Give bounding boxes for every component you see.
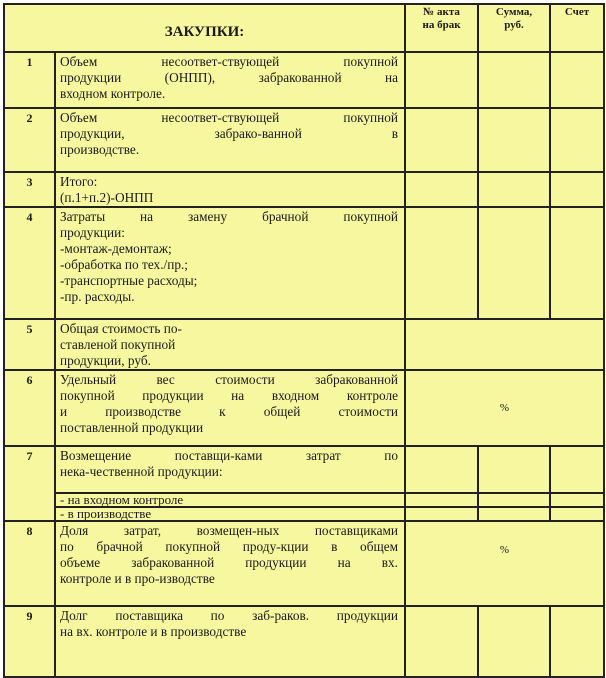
purchases-table	[3, 3, 605, 678]
row-number: 9	[4, 606, 55, 677]
desc-line: покупной продукции на входном контроле	[60, 388, 399, 403]
table-row	[4, 319, 604, 370]
row-description	[55, 172, 405, 207]
row-description	[55, 52, 405, 108]
cell-act[interactable]	[405, 493, 478, 507]
cell-account[interactable]	[550, 52, 604, 108]
desc-line: продукции (ОНПП), забракованной на	[60, 70, 399, 85]
table-row	[4, 108, 604, 172]
subrow-label-incoming-control: - на входном контроле	[55, 493, 405, 507]
cell-act[interactable]	[405, 52, 478, 108]
desc-line: нека-чественной продукции:	[60, 464, 223, 479]
desc-line: Объем несоответ-ствующей покупной	[60, 54, 399, 69]
desc-line: (п.1+п.2)-ОНПП	[60, 190, 154, 205]
table-row	[4, 446, 604, 493]
desc-line: на вх. контроле и в производстве	[60, 624, 247, 639]
desc-line: Удельный вес стоимости забракованной	[60, 372, 399, 387]
desc-line: объеме забракованной продукции на вх.	[60, 555, 399, 570]
desc-line: Объем несоответ-ствующей покупной	[60, 110, 399, 125]
cell-account[interactable]	[550, 207, 604, 319]
column-header-act-line2: на брак	[422, 19, 461, 31]
subrow-label-production: - в производстве	[55, 507, 405, 521]
row-number: 5	[4, 319, 55, 370]
desc-line: продукции:	[60, 225, 125, 240]
column-header-account: Счет	[550, 4, 604, 52]
cell-sum[interactable]	[478, 172, 550, 207]
cell-account[interactable]	[550, 507, 604, 521]
cell-account[interactable]	[550, 108, 604, 172]
desc-line: контроле и в про-изводстве	[60, 571, 215, 586]
table-subrow	[4, 493, 604, 507]
row-number: 1	[4, 52, 55, 108]
cell-account[interactable]	[550, 606, 604, 677]
column-header-sum-line2: руб.	[504, 19, 524, 31]
row-number: 8	[4, 521, 55, 606]
cell-sum[interactable]	[478, 52, 550, 108]
desc-line: Затраты на замену брачной покупной	[60, 209, 399, 224]
desc-line: и производстве к общей стоимости	[60, 404, 399, 419]
desc-line: Общая стоимость по-	[60, 321, 182, 336]
cell-percent[interactable]: %	[405, 370, 604, 446]
desc-line: входном контроле.	[60, 86, 166, 101]
table-row	[4, 172, 604, 207]
row-number: 6	[4, 370, 55, 446]
cell-percent[interactable]: %	[405, 521, 604, 606]
cell-act[interactable]	[405, 446, 478, 493]
column-header-sum	[478, 4, 550, 52]
table-title: ЗАКУПКИ:	[4, 4, 405, 52]
desc-line: ставленой покупной	[60, 337, 176, 352]
row-description	[55, 446, 405, 493]
desc-line: -транспортные расходы;	[60, 273, 198, 288]
desc-line: -обработка по тех./пр.;	[60, 257, 189, 272]
cell-account[interactable]	[550, 446, 604, 493]
cell-sum[interactable]	[478, 108, 550, 172]
desc-line: -монтаж-демонтаж;	[60, 241, 172, 256]
desc-line: производстве.	[60, 142, 140, 157]
row-number: 3	[4, 172, 55, 207]
desc-line: -пр. расходы.	[60, 289, 135, 304]
column-header-act	[405, 4, 478, 52]
cell-sum[interactable]	[478, 493, 550, 507]
row-description	[55, 370, 405, 446]
cell-act[interactable]	[405, 108, 478, 172]
cell-act[interactable]	[405, 207, 478, 319]
table-row	[4, 52, 604, 108]
row-description	[55, 108, 405, 172]
cell-act[interactable]	[405, 172, 478, 207]
cell-account[interactable]	[550, 172, 604, 207]
table-row	[4, 207, 604, 319]
cell-sum[interactable]	[478, 207, 550, 319]
row-description	[55, 207, 405, 319]
cell-sum[interactable]	[478, 446, 550, 493]
table-row	[4, 606, 604, 677]
desc-line: по брачной покупной проду-кции в общем	[60, 539, 399, 554]
desc-line: Итого:	[60, 174, 98, 189]
cell-account[interactable]	[550, 493, 604, 507]
desc-line: поставленной продукции	[60, 420, 204, 435]
desc-line: продукции, руб.	[60, 353, 151, 368]
row-description	[55, 606, 405, 677]
row-number: 2	[4, 108, 55, 172]
table-subrow	[4, 507, 604, 521]
cell-sum[interactable]	[478, 606, 550, 677]
row-number: 7	[4, 446, 55, 521]
desc-line: Доля затрат, возмещен-ных поставщиками	[60, 523, 399, 538]
cell-act[interactable]	[405, 507, 478, 521]
table-row	[4, 521, 604, 606]
column-header-sum-line1: Сумма,	[495, 6, 533, 18]
cell-act[interactable]	[405, 606, 478, 677]
cell-total-cost[interactable]	[405, 319, 604, 370]
header-row	[4, 4, 604, 52]
table-row	[4, 370, 604, 446]
desc-line: Возмещение поставщи-ками затрат по	[60, 448, 399, 463]
row-description	[55, 319, 405, 370]
desc-line: Долг поставщика по заб-раков. продукции	[60, 608, 399, 623]
desc-line: продукции, забрако-ванной в	[60, 126, 399, 141]
cell-sum[interactable]	[478, 507, 550, 521]
row-description	[55, 521, 405, 606]
row-number: 4	[4, 207, 55, 319]
column-header-act-line1: № акта	[423, 6, 460, 18]
